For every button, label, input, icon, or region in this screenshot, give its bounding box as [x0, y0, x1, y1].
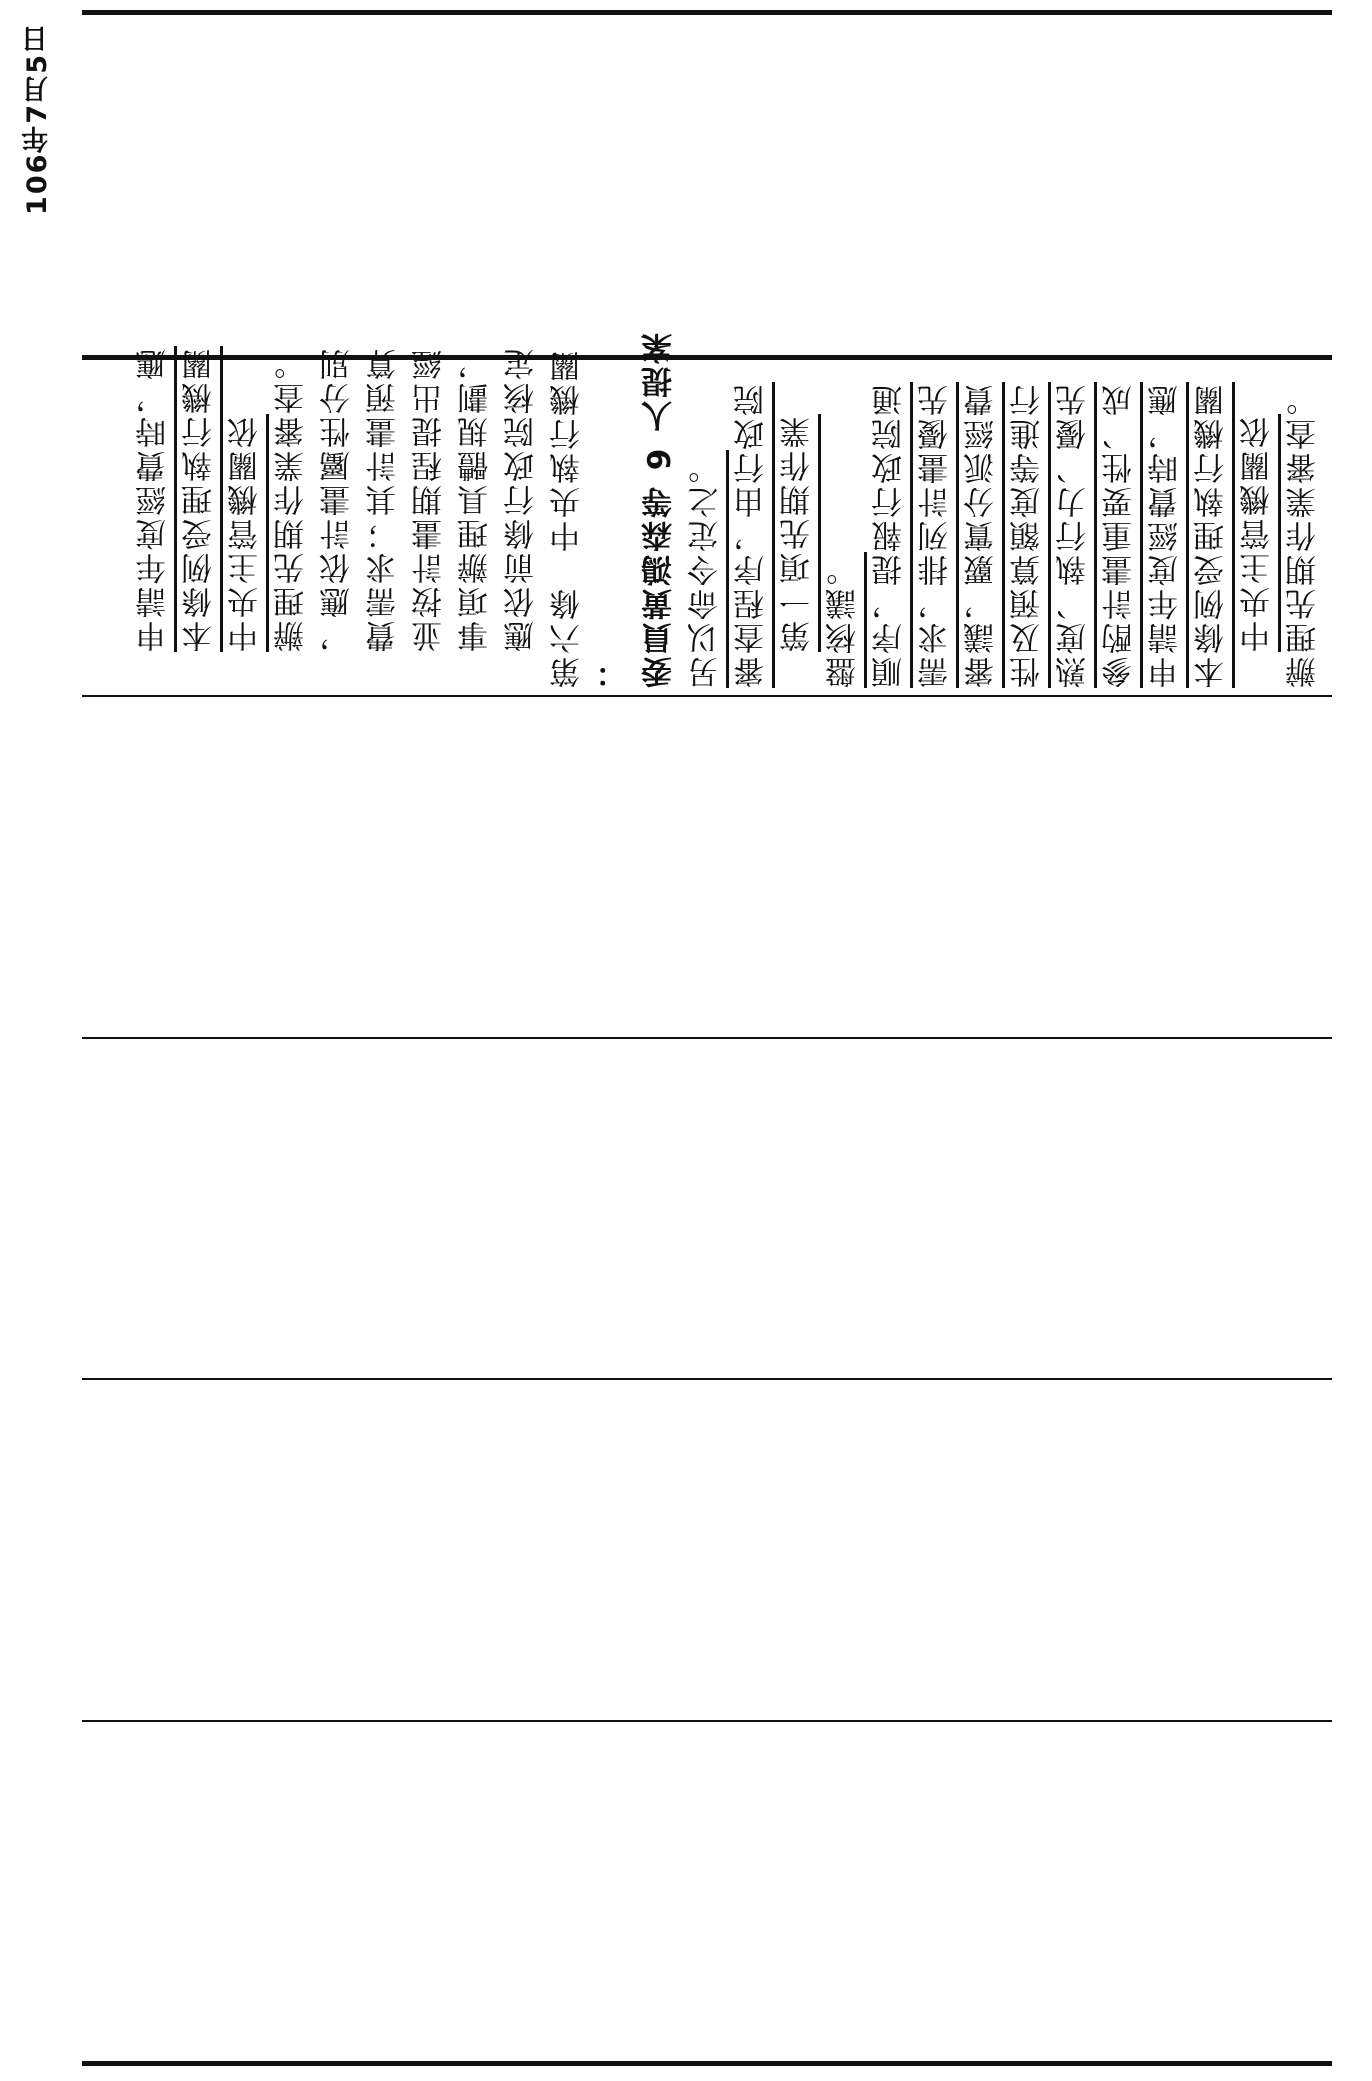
- text-line: 辦理先期作業審查。: [274, 346, 310, 652]
- document-date: 106年7月5日: [22, 24, 53, 215]
- text-line: 第六條 中央執行機關: [550, 348, 586, 688]
- text-line: 第一項先期作業: [780, 414, 816, 652]
- text-line: 熟度、執行力、優先: [1056, 382, 1092, 688]
- text-line: 順序，提報行政院通: [872, 382, 908, 688]
- row-divider: [82, 1720, 1332, 1722]
- row-divider: [82, 695, 1332, 697]
- text-line: 申請年度經費時，應: [136, 346, 172, 652]
- text-line: 委員黃鴻森等 9 人提案: [642, 329, 678, 688]
- text-line: 性及預算額度等進行: [1010, 382, 1046, 688]
- row-divider: [82, 1378, 1332, 1380]
- text-line: 並按計畫期程提出經: [412, 346, 448, 652]
- text-line: 需求，排列計畫優先: [918, 382, 954, 688]
- top-border: [82, 10, 1332, 15]
- text-line: 審議，覈實分派經費: [964, 382, 1000, 688]
- proposal-text-column: [95, 329, 1327, 688]
- text-line: 本條例受理執行機關: [1194, 382, 1230, 688]
- bottom-border: [82, 2061, 1332, 2066]
- text-line: 盤核議。: [826, 552, 862, 688]
- text-line: 本條例受理執行機關: [182, 346, 218, 652]
- text-line: 審查程序，由行政院: [734, 382, 770, 688]
- text-line: ，應依計畫屬性分別: [320, 346, 356, 652]
- text-line: 中央主管機關依: [228, 414, 264, 652]
- text-line: 申請年度經費時，應: [1148, 382, 1184, 688]
- text-line: 費需求；其計畫預算: [366, 346, 402, 652]
- text-line: 另以命令定之。: [688, 450, 724, 688]
- text-line: 事項辦理具體規劃，: [458, 346, 494, 652]
- text-line: 參酌計畫重要性、成: [1102, 382, 1138, 688]
- text-line: 中央主管機關依: [1240, 414, 1276, 652]
- text-line: 辦理先期作業審查。: [1286, 382, 1322, 688]
- text-line: 應依前條行政院核定: [504, 346, 540, 652]
- row-divider: [82, 1037, 1332, 1039]
- text-line: ：: [596, 654, 632, 688]
